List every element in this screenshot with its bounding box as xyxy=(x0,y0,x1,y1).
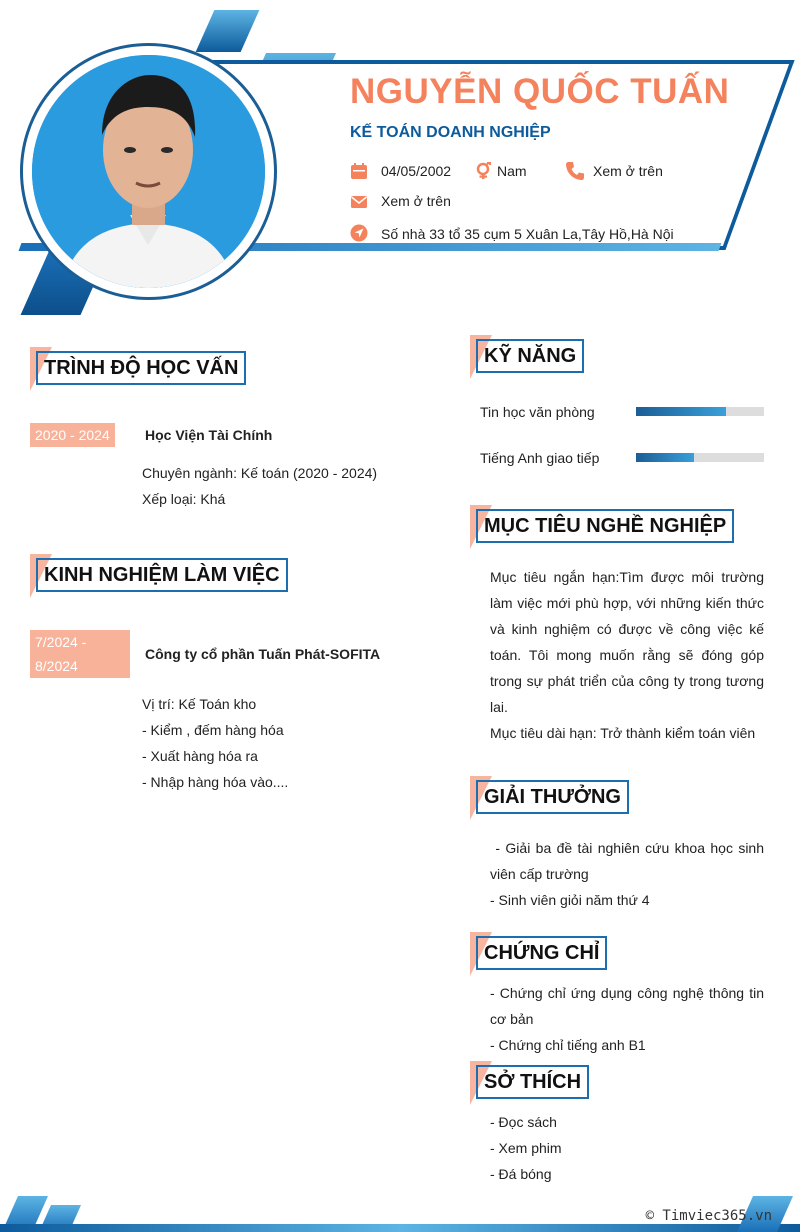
experience-line: - Nhập hàng hóa vào.... xyxy=(142,774,289,790)
certificate-item: - Chứng chỉ tiếng anh B1 xyxy=(490,1037,646,1053)
footer-stripe xyxy=(0,1224,800,1232)
certificate-item: - Chứng chỉ ứng dụng công nghệ thông tin cơ bản xyxy=(490,985,764,1027)
experience-line: - Xuất hàng hóa ra xyxy=(142,748,258,764)
phone-value: Xem ở trên xyxy=(593,163,663,179)
award-item: - Sinh viên giỏi năm thứ 4 xyxy=(490,892,650,908)
certificates-heading-label: CHỨNG CHỈ xyxy=(476,936,607,970)
gender-icon xyxy=(474,162,492,180)
skill-bar-fill xyxy=(636,407,726,416)
education-school: Học Viện Tài Chính xyxy=(145,427,273,443)
experience-period-end: 8/2024 xyxy=(35,658,78,674)
avatar xyxy=(32,55,265,288)
hobby-item: - Xem phim xyxy=(490,1140,562,1156)
footer-watermark: © Timviec365.vn xyxy=(645,1208,772,1224)
hobbies-heading-label: SỞ THÍCH xyxy=(476,1065,589,1099)
email-value: Xem ở trên xyxy=(381,193,451,209)
phone-icon xyxy=(565,161,585,181)
skill-label: Tin học văn phòng xyxy=(480,404,595,420)
location-icon xyxy=(350,224,368,242)
email-icon xyxy=(350,193,368,211)
candidate-name: NGUYỄN QUỐC TUẤN xyxy=(350,72,730,111)
person-portrait-icon xyxy=(32,55,265,288)
experience-line: - Kiểm , đếm hàng hóa xyxy=(142,722,284,738)
hobby-item: - Đọc sách xyxy=(490,1114,557,1130)
experience-period-start: 7/2024 - xyxy=(35,634,87,650)
experience-company: Công ty cổ phần Tuấn Phát-SOFITA xyxy=(145,646,381,662)
objective-heading-label: MỤC TIÊU NGHỀ NGHIỆP xyxy=(476,509,734,543)
skill-label: Tiếng Anh giao tiếp xyxy=(480,450,600,466)
education-period: 2020 - 2024 xyxy=(30,423,115,447)
experience-heading-label: KINH NGHIỆM LÀM VIỆC xyxy=(36,558,288,592)
education-line: Xếp loại: Khá xyxy=(142,491,226,507)
experience-line: Vị trí: Kế Toán kho xyxy=(142,696,257,712)
award-item: - Giải ba đề tài nghiên cứu khoa học sinh viên cấp trường xyxy=(490,840,768,882)
hobby-item: - Đá bóng xyxy=(490,1166,552,1182)
dob-value: 04/05/2002 xyxy=(381,163,452,179)
experience-period xyxy=(30,630,130,678)
skill-bar xyxy=(636,407,764,416)
objective-short-term: Mục tiêu ngắn hạn:Tìm được môi trường làm việc mới phù hợp, với những kiến thức và kinh nghiệm có được về công việc kế toán. Tôi mong muốn rằng sẽ đóng góp trong sự phát triển của công ty trong tương lai. xyxy=(490,569,764,715)
skill-bar-fill xyxy=(636,453,694,462)
job-title: KẾ TOÁN DOANH NGHIỆP xyxy=(350,124,551,141)
awards-heading-label: GIẢI THƯỞNG xyxy=(476,780,629,814)
calendar-icon xyxy=(350,162,368,180)
gender-value: Nam xyxy=(497,163,527,179)
objective-long-term: Mục tiêu dài hạn: Trở thành kiểm toán viên xyxy=(490,725,756,741)
skills-heading-label: KỸ NĂNG xyxy=(476,339,584,373)
header-deco-top-small xyxy=(196,10,260,52)
address-value: Số nhà 33 tổ 35 cụm 5 Xuân La,Tây Hồ,Hà Nội xyxy=(381,226,674,242)
education-line: Chuyên ngành: Kế toán (2020 - 2024) xyxy=(142,465,378,481)
skill-bar xyxy=(636,453,764,462)
education-heading-label: TRÌNH ĐỘ HỌC VẤN xyxy=(36,351,246,385)
